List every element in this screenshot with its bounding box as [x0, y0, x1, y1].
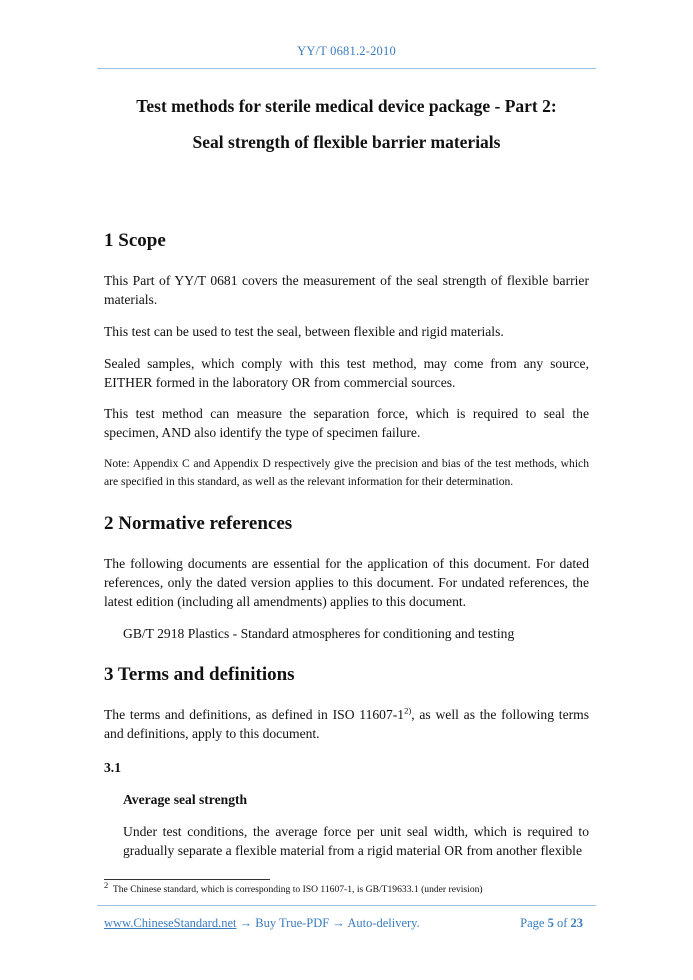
- section-heading-terms-definitions: 3 Terms and definitions: [104, 664, 295, 685]
- page-of: of: [556, 916, 568, 930]
- term-title: Average seal strength: [123, 792, 248, 807]
- scope-paragraph-2: This test can be used to test the seal, between flexible and rigid materials.: [104, 324, 504, 339]
- document-title-line-2: Seal strength of flexible barrier materials: [192, 132, 501, 152]
- arrow-right-icon: →: [332, 916, 345, 930]
- section-heading-scope: 1 Scope: [104, 230, 166, 251]
- page-current: 5: [547, 916, 554, 930]
- auto-delivery-text: Auto-delivery.: [347, 916, 420, 930]
- footer-promo: [104, 916, 420, 931]
- terms-text-after: , as well as the following terms and definitions, apply to this document.: [104, 707, 589, 741]
- section-heading-normative-references: 2 Normative references: [104, 513, 293, 534]
- footnote: [104, 879, 589, 896]
- footnote-divider: [104, 879, 270, 880]
- scope-paragraph-4: This test method can measure the separation force, which is required to seal the specimen, AND also identify the type of specimen failure.: [104, 406, 589, 440]
- site-link[interactable]: www.ChineseStandard.net: [104, 916, 237, 930]
- footnote-reference: 2): [404, 705, 412, 716]
- footnote-mark: 2: [104, 879, 109, 890]
- normative-reference-item: GB/T 2918 Plastics - Standard atmospheres for conditioning and testing: [123, 626, 515, 641]
- header-divider: [97, 68, 596, 69]
- terms-definitions-paragraph: [104, 705, 589, 743]
- buy-true-pdf-text: Buy True-PDF: [255, 916, 330, 930]
- term-definition: Under test conditions, the average force per unit seal width, which is required to gradually separate a flexible material from a rigid material OR from another flexible: [123, 824, 589, 858]
- document-title-line-1: Test methods for sterile medical device package - Part 2:: [136, 96, 557, 116]
- scope-paragraph-3: Sealed samples, which comply with this test method, may come from any source, EITHER formed in the laboratory OR from commercial sources.: [104, 356, 589, 390]
- scope-paragraph-1: This Part of YY/T 0681 covers the measurement of the seal strength of flexible barrier materials.: [104, 273, 589, 307]
- footer-divider: [97, 905, 596, 906]
- arrow-right-icon: →: [239, 916, 253, 930]
- term-number: 3.1: [104, 760, 121, 775]
- scope-note: Note: Appendix C and Appendix D respectively give the precision and bias of the test methods, which are specified in this standard, as well as the relevant information for their determination.: [104, 457, 589, 488]
- page-number: [520, 916, 583, 931]
- terms-text-before: The terms and definitions, as defined in ISO 11607-1: [104, 707, 405, 722]
- footnote-text: The Chinese standard, which is corresponding to ISO 11607-1, is GB/T19633.1 (under revision): [112, 884, 483, 895]
- normative-references-paragraph: The following documents are essential for the application of this document. For dated references, only the dated version applies to this document. For undated references, the latest edition (including all amendments) applies to this document.: [104, 556, 589, 609]
- page-label: Page: [520, 916, 545, 930]
- page-total: 23: [570, 916, 583, 930]
- document-id-header: YY/T 0681.2-2010: [297, 44, 396, 58]
